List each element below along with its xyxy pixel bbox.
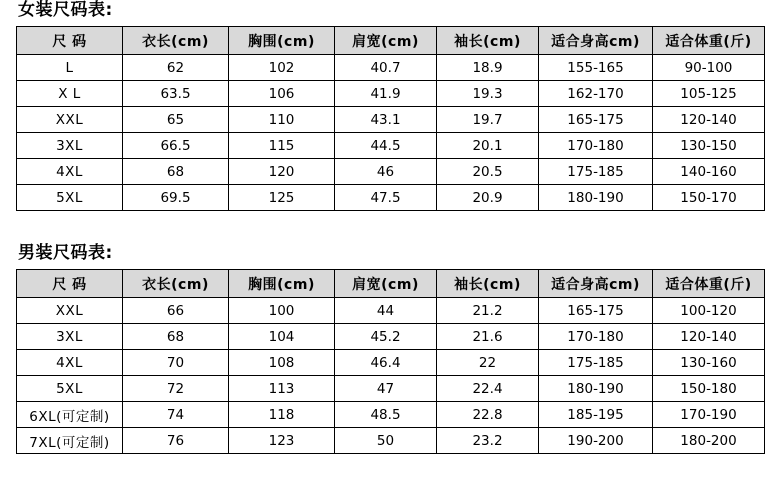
column-header-length: 衣长(cm) (123, 27, 229, 55)
cell-weight: 150-180 (653, 376, 765, 402)
cell-shoulder: 45.2 (335, 324, 437, 350)
cell-bust: 108 (229, 350, 335, 376)
cell-size: X L (17, 81, 123, 107)
cell-weight: 150-170 (653, 185, 765, 211)
table-row (17, 159, 765, 185)
cell-weight: 140-160 (653, 159, 765, 185)
table-row (17, 428, 765, 454)
men-size-table (16, 269, 765, 454)
column-header-sleeve: 袖长(cm) (437, 270, 539, 298)
table-row (17, 350, 765, 376)
cell-weight: 120-140 (653, 324, 765, 350)
cell-shoulder: 46.4 (335, 350, 437, 376)
cell-bust: 104 (229, 324, 335, 350)
cell-length: 72 (123, 376, 229, 402)
cell-length: 65 (123, 107, 229, 133)
cell-bust: 113 (229, 376, 335, 402)
cell-height: 165-175 (539, 107, 653, 133)
cell-size: L (17, 55, 123, 81)
cell-size: 3XL (17, 133, 123, 159)
table-row (17, 376, 765, 402)
cell-sleeve: 21.6 (437, 324, 539, 350)
table-row (17, 55, 765, 81)
cell-shoulder: 44.5 (335, 133, 437, 159)
cell-length: 66.5 (123, 133, 229, 159)
cell-height: 185-195 (539, 402, 653, 428)
table-row (17, 133, 765, 159)
cell-sleeve: 20.9 (437, 185, 539, 211)
cell-weight: 130-160 (653, 350, 765, 376)
cell-shoulder: 47 (335, 376, 437, 402)
cell-weight: 130-150 (653, 133, 765, 159)
cell-size: 6XL(可定制) (17, 402, 123, 428)
cell-length: 76 (123, 428, 229, 454)
table-header-row (17, 270, 765, 298)
cell-weight: 105-125 (653, 81, 765, 107)
cell-bust: 118 (229, 402, 335, 428)
cell-shoulder: 43.1 (335, 107, 437, 133)
cell-size: XXL (17, 298, 123, 324)
cell-height: 162-170 (539, 81, 653, 107)
cell-shoulder: 46 (335, 159, 437, 185)
cell-sleeve: 20.1 (437, 133, 539, 159)
cell-shoulder: 41.9 (335, 81, 437, 107)
cell-sleeve: 19.7 (437, 107, 539, 133)
column-header-height: 适合身高cm) (539, 270, 653, 298)
cell-height: 180-190 (539, 376, 653, 402)
cell-length: 69.5 (123, 185, 229, 211)
cell-height: 165-175 (539, 298, 653, 324)
table-row (17, 107, 765, 133)
table-row (17, 324, 765, 350)
women-section-title: 女装尺码表: (18, 0, 113, 20)
cell-height: 170-180 (539, 133, 653, 159)
cell-length: 74 (123, 402, 229, 428)
column-header-bust: 胸围(cm) (229, 27, 335, 55)
column-header-bust: 胸围(cm) (229, 270, 335, 298)
cell-size: 7XL(可定制) (17, 428, 123, 454)
cell-size: 5XL (17, 185, 123, 211)
cell-bust: 100 (229, 298, 335, 324)
cell-weight: 180-200 (653, 428, 765, 454)
cell-shoulder: 48.5 (335, 402, 437, 428)
cell-length: 68 (123, 324, 229, 350)
cell-sleeve: 20.5 (437, 159, 539, 185)
women-table-header (17, 27, 765, 55)
cell-sleeve: 22.4 (437, 376, 539, 402)
column-header-shoulder: 肩宽(cm) (335, 270, 437, 298)
cell-sleeve: 22 (437, 350, 539, 376)
cell-bust: 102 (229, 55, 335, 81)
table-row (17, 185, 765, 211)
cell-shoulder: 40.7 (335, 55, 437, 81)
men-section-title: 男装尺码表: (18, 243, 113, 263)
table-header-row (17, 27, 765, 55)
cell-sleeve: 23.2 (437, 428, 539, 454)
cell-bust: 106 (229, 81, 335, 107)
table-row (17, 298, 765, 324)
cell-weight: 100-120 (653, 298, 765, 324)
column-header-weight: 适合体重(斤) (653, 270, 765, 298)
cell-bust: 123 (229, 428, 335, 454)
column-header-shoulder: 肩宽(cm) (335, 27, 437, 55)
cell-height: 175-185 (539, 350, 653, 376)
cell-shoulder: 47.5 (335, 185, 437, 211)
table-row (17, 81, 765, 107)
cell-weight: 90-100 (653, 55, 765, 81)
cell-bust: 115 (229, 133, 335, 159)
cell-sleeve: 18.9 (437, 55, 539, 81)
cell-size: 4XL (17, 350, 123, 376)
cell-size: 5XL (17, 376, 123, 402)
cell-height: 180-190 (539, 185, 653, 211)
cell-height: 190-200 (539, 428, 653, 454)
cell-height: 175-185 (539, 159, 653, 185)
cell-length: 68 (123, 159, 229, 185)
cell-shoulder: 50 (335, 428, 437, 454)
cell-bust: 120 (229, 159, 335, 185)
cell-weight: 170-190 (653, 402, 765, 428)
men-table-header (17, 270, 765, 298)
cell-sleeve: 22.8 (437, 402, 539, 428)
column-header-size: 尺 码 (17, 270, 123, 298)
section-spacer (16, 211, 754, 243)
cell-length: 70 (123, 350, 229, 376)
cell-bust: 110 (229, 107, 335, 133)
cell-length: 62 (123, 55, 229, 81)
cell-bust: 125 (229, 185, 335, 211)
table-row (17, 402, 765, 428)
column-header-weight: 适合体重(斤) (653, 27, 765, 55)
column-header-length: 衣长(cm) (123, 270, 229, 298)
cell-length: 63.5 (123, 81, 229, 107)
cell-height: 155-165 (539, 55, 653, 81)
cell-size: XXL (17, 107, 123, 133)
cell-sleeve: 19.3 (437, 81, 539, 107)
women-size-table (16, 26, 765, 211)
cell-shoulder: 44 (335, 298, 437, 324)
cell-height: 170-180 (539, 324, 653, 350)
column-header-sleeve: 袖长(cm) (437, 27, 539, 55)
column-header-height: 适合身高cm) (539, 27, 653, 55)
men-table-body (17, 298, 765, 454)
women-table-body (17, 55, 765, 211)
cell-size: 4XL (17, 159, 123, 185)
column-header-size: 尺 码 (17, 27, 123, 55)
cell-sleeve: 21.2 (437, 298, 539, 324)
cell-weight: 120-140 (653, 107, 765, 133)
cell-length: 66 (123, 298, 229, 324)
cell-size: 3XL (17, 324, 123, 350)
